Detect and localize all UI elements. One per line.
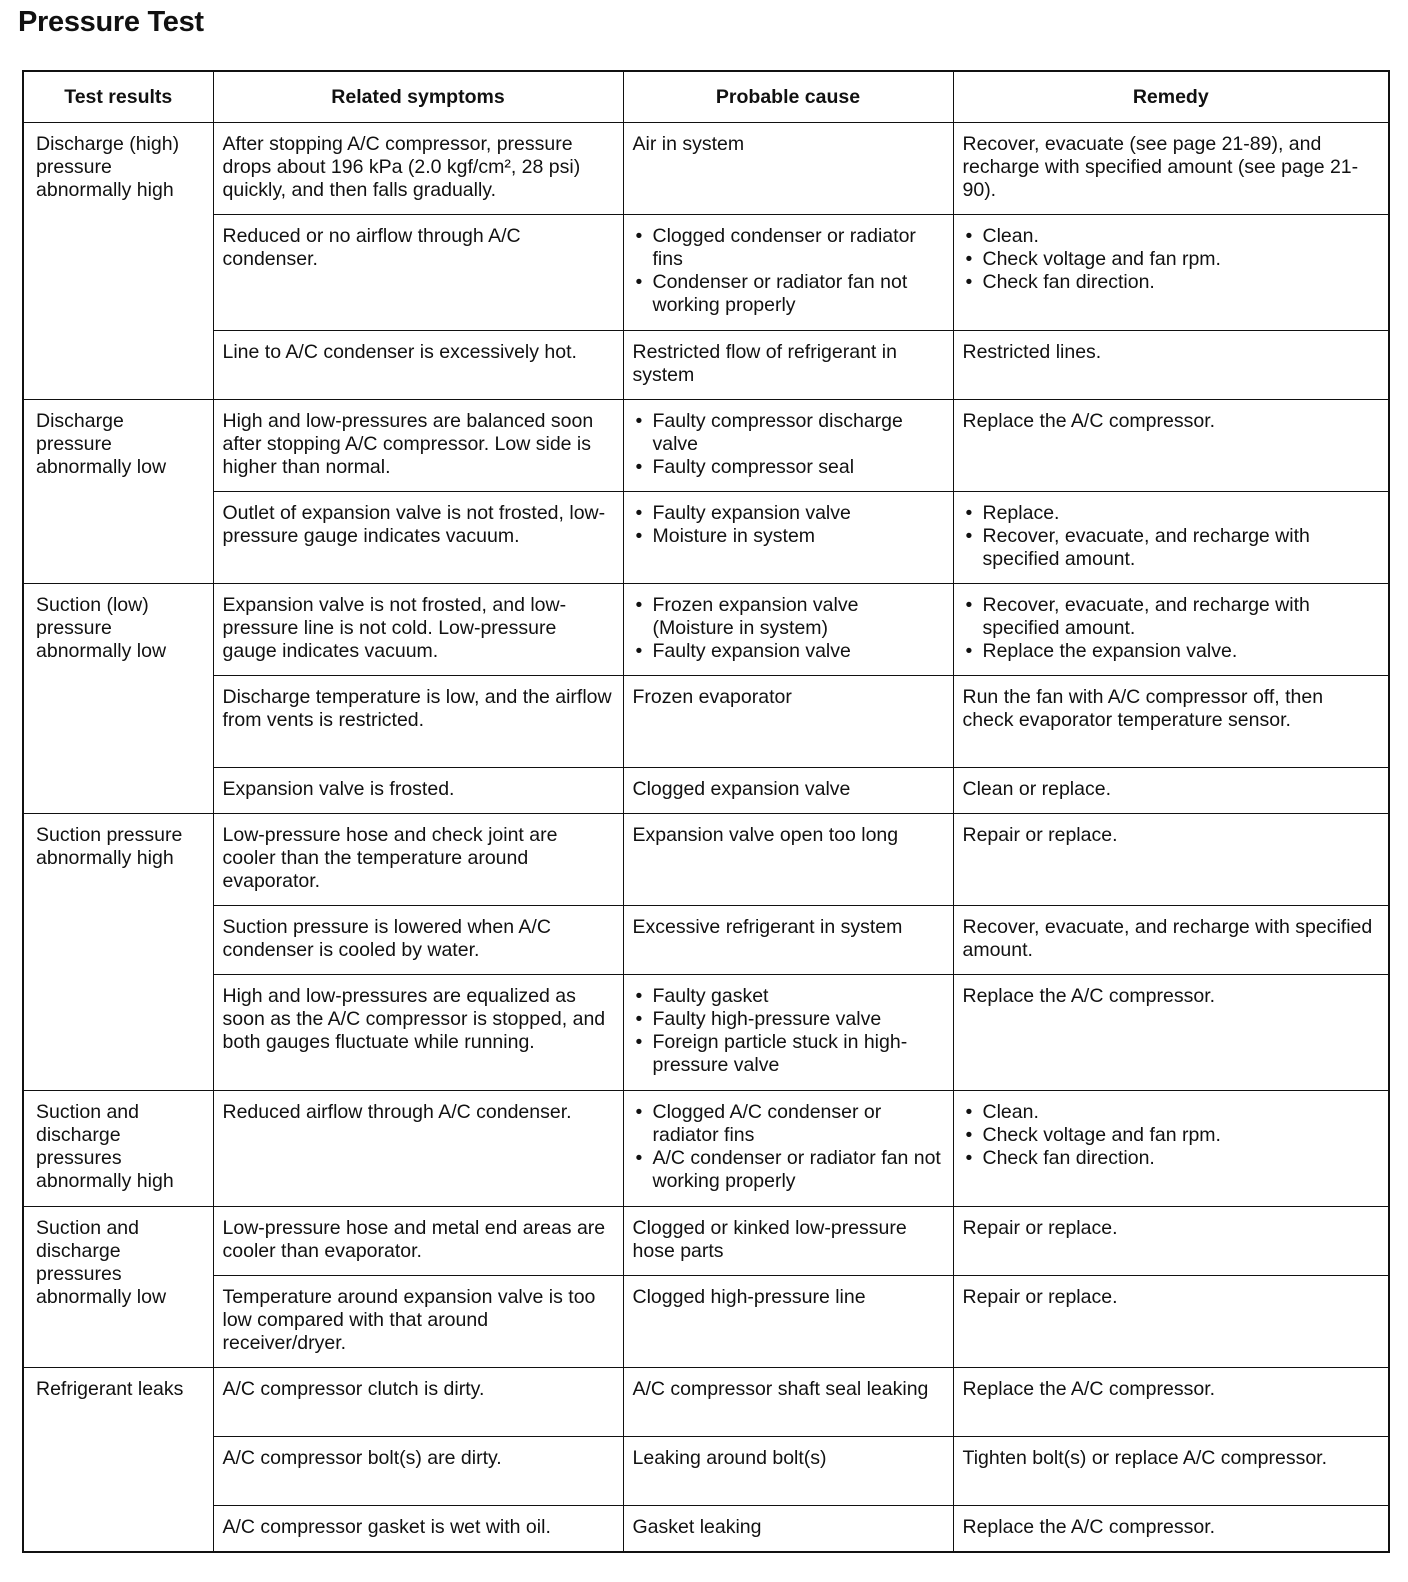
symptom-cell: Suction pressure is lowered when A/C condenser is cooled by water.	[213, 906, 623, 975]
table-row	[23, 331, 1389, 400]
symptom-cell: Temperature around expansion valve is too low compared with that around receiver/dryer.	[213, 1276, 623, 1368]
list-item: • Faulty high-pressure valve	[633, 1008, 944, 1031]
symptom-cell: Reduced airflow through A/C condenser.	[213, 1091, 623, 1207]
symptom-cell: A/C compressor gasket is wet with oil.	[213, 1506, 623, 1552]
remedy-cell: Restricted lines.	[953, 331, 1389, 400]
cause-cell: Expansion valve open too long	[623, 814, 953, 906]
table-row	[23, 1506, 1389, 1552]
symptom-cell: A/C compressor clutch is dirty.	[213, 1368, 623, 1437]
remedy-cell: Replace the A/C compressor.	[953, 400, 1389, 492]
cause-cell-list	[633, 594, 944, 663]
list-item: • Faulty compressor discharge valve	[633, 410, 944, 456]
symptom-cell: After stopping A/C compressor, pressure drops about 196 kPa (2.0 kgf/cm², 28 psi) quickly, and then falls gradually.	[213, 123, 623, 215]
test-result-cell: Discharge pressure abnormally low	[23, 400, 213, 584]
remedy-cell-list	[963, 1101, 1380, 1170]
list-item: • Faulty expansion valve	[633, 502, 944, 525]
list-item: • Faulty expansion valve	[633, 640, 944, 663]
list-item: • Faulty gasket	[633, 985, 944, 1008]
symptom-cell: Line to A/C condenser is excessively hot.	[213, 331, 623, 400]
remedy-cell: Tighten bolt(s) or replace A/C compressor.	[953, 1437, 1389, 1506]
list-item: • Replace the expansion valve.	[963, 640, 1380, 663]
symptom-cell: High and low-pressures are balanced soon after stopping A/C compressor. Low side is higher than normal.	[213, 400, 623, 492]
list-item: • Recover, evacuate, and recharge with specified amount.	[963, 525, 1380, 571]
table-row	[23, 1437, 1389, 1506]
symptom-cell: Outlet of expansion valve is not frosted, low-pressure gauge indicates vacuum.	[213, 492, 623, 584]
list-item: • Check voltage and fan rpm.	[963, 1124, 1380, 1147]
remedy-cell: Replace the A/C compressor.	[953, 1506, 1389, 1552]
cause-cell-list	[633, 502, 944, 548]
table-row	[23, 1091, 1389, 1207]
test-result-cell: Suction pressure abnormally high	[23, 814, 213, 1091]
cause-cell	[623, 400, 953, 492]
cause-cell	[623, 215, 953, 331]
symptom-cell: Expansion valve is not frosted, and low-pressure line is not cold. Low-pressure gauge indicates vacuum.	[213, 584, 623, 676]
table-row	[23, 814, 1389, 906]
remedy-cell-list	[963, 502, 1380, 571]
remedy-cell: Recover, evacuate (see page 21-89), and recharge with specified amount (see page 21-90).	[953, 123, 1389, 215]
cause-cell	[623, 492, 953, 584]
cause-cell: A/C compressor shaft seal leaking	[623, 1368, 953, 1437]
cause-cell-list	[633, 985, 944, 1077]
table-row	[23, 676, 1389, 768]
list-item: • Check fan direction.	[963, 271, 1380, 294]
list-item: • Clogged condenser or radiator fins	[633, 225, 944, 271]
symptom-cell: Reduced or no airflow through A/C condenser.	[213, 215, 623, 331]
cause-cell: Leaking around bolt(s)	[623, 1437, 953, 1506]
remedy-cell: Repair or replace.	[953, 814, 1389, 906]
remedy-cell: Replace the A/C compressor.	[953, 1368, 1389, 1437]
remedy-cell-list	[963, 594, 1380, 663]
cause-cell: Clogged expansion valve	[623, 768, 953, 814]
header-test-results: Test results	[23, 71, 213, 123]
remedy-cell-list	[963, 225, 1380, 294]
cause-cell: Clogged high-pressure line	[623, 1276, 953, 1368]
pressure-test-table	[22, 70, 1390, 1553]
header-probable-cause: Probable cause	[623, 71, 953, 123]
cause-cell: Gasket leaking	[623, 1506, 953, 1552]
list-item: • Check fan direction.	[963, 1147, 1380, 1170]
table-row	[23, 1276, 1389, 1368]
cause-cell: Air in system	[623, 123, 953, 215]
list-item: • Check voltage and fan rpm.	[963, 248, 1380, 271]
symptom-cell: Discharge temperature is low, and the airflow from vents is restricted.	[213, 676, 623, 768]
table-row	[23, 768, 1389, 814]
remedy-cell: Recover, evacuate, and recharge with specified amount.	[953, 906, 1389, 975]
remedy-cell	[953, 584, 1389, 676]
table-row	[23, 492, 1389, 584]
list-item: • Replace.	[963, 502, 1380, 525]
cause-cell	[623, 584, 953, 676]
remedy-cell: Repair or replace.	[953, 1207, 1389, 1276]
symptom-cell: Low-pressure hose and check joint are cooler than the temperature around evaporator.	[213, 814, 623, 906]
header-related-symptoms: Related symptoms	[213, 71, 623, 123]
table-row	[23, 123, 1389, 215]
list-item: • Faulty compressor seal	[633, 456, 944, 479]
test-result-cell: Suction and discharge pressures abnormally low	[23, 1207, 213, 1368]
cause-cell: Clogged or kinked low-pressure hose parts	[623, 1207, 953, 1276]
remedy-cell: Clean or replace.	[953, 768, 1389, 814]
cause-cell: Restricted flow of refrigerant in system	[623, 331, 953, 400]
page-title: Pressure Test	[18, 6, 204, 38]
table-row	[23, 400, 1389, 492]
symptom-cell: High and low-pressures are equalized as soon as the A/C compressor is stopped, and both gauges fluctuate while running.	[213, 975, 623, 1091]
header-row	[23, 71, 1389, 123]
symptom-cell: A/C compressor bolt(s) are dirty.	[213, 1437, 623, 1506]
table-row	[23, 584, 1389, 676]
list-item: • A/C condenser or radiator fan not working properly	[633, 1147, 944, 1193]
list-item: • Recover, evacuate, and recharge with specified amount.	[963, 594, 1380, 640]
cause-cell: Frozen evaporator	[623, 676, 953, 768]
remedy-cell: Replace the A/C compressor.	[953, 975, 1389, 1091]
table-row	[23, 215, 1389, 331]
table-row	[23, 1207, 1389, 1276]
symptom-cell: Low-pressure hose and metal end areas are cooler than evaporator.	[213, 1207, 623, 1276]
test-result-cell: Refrigerant leaks	[23, 1368, 213, 1552]
list-item: • Foreign particle stuck in high-pressure valve	[633, 1031, 944, 1077]
test-result-cell: Suction and discharge pressures abnormally high	[23, 1091, 213, 1207]
test-result-cell: Discharge (high) pressure abnormally high	[23, 123, 213, 400]
cause-cell	[623, 1091, 953, 1207]
table-row	[23, 975, 1389, 1091]
table-body	[23, 123, 1389, 1552]
cause-cell-list	[633, 225, 944, 317]
list-item: • Clean.	[963, 1101, 1380, 1124]
remedy-cell	[953, 1091, 1389, 1207]
header-remedy: Remedy	[953, 71, 1389, 123]
test-result-cell: Suction (low) pressure abnormally low	[23, 584, 213, 814]
remedy-cell: Repair or replace.	[953, 1276, 1389, 1368]
table-row	[23, 906, 1389, 975]
list-item: • Clean.	[963, 225, 1380, 248]
remedy-cell	[953, 492, 1389, 584]
list-item: • Clogged A/C condenser or radiator fins	[633, 1101, 944, 1147]
cause-cell: Excessive refrigerant in system	[623, 906, 953, 975]
list-item: • Moisture in system	[633, 525, 944, 548]
cause-cell	[623, 975, 953, 1091]
remedy-cell	[953, 215, 1389, 331]
remedy-cell: Run the fan with A/C compressor off, then check evaporator temperature sensor.	[953, 676, 1389, 768]
table-row	[23, 1368, 1389, 1437]
cause-cell-list	[633, 1101, 944, 1193]
list-item: • Condenser or radiator fan not working properly	[633, 271, 944, 317]
symptom-cell: Expansion valve is frosted.	[213, 768, 623, 814]
cause-cell-list	[633, 410, 944, 479]
list-item: • Frozen expansion valve (Moisture in system)	[633, 594, 944, 640]
